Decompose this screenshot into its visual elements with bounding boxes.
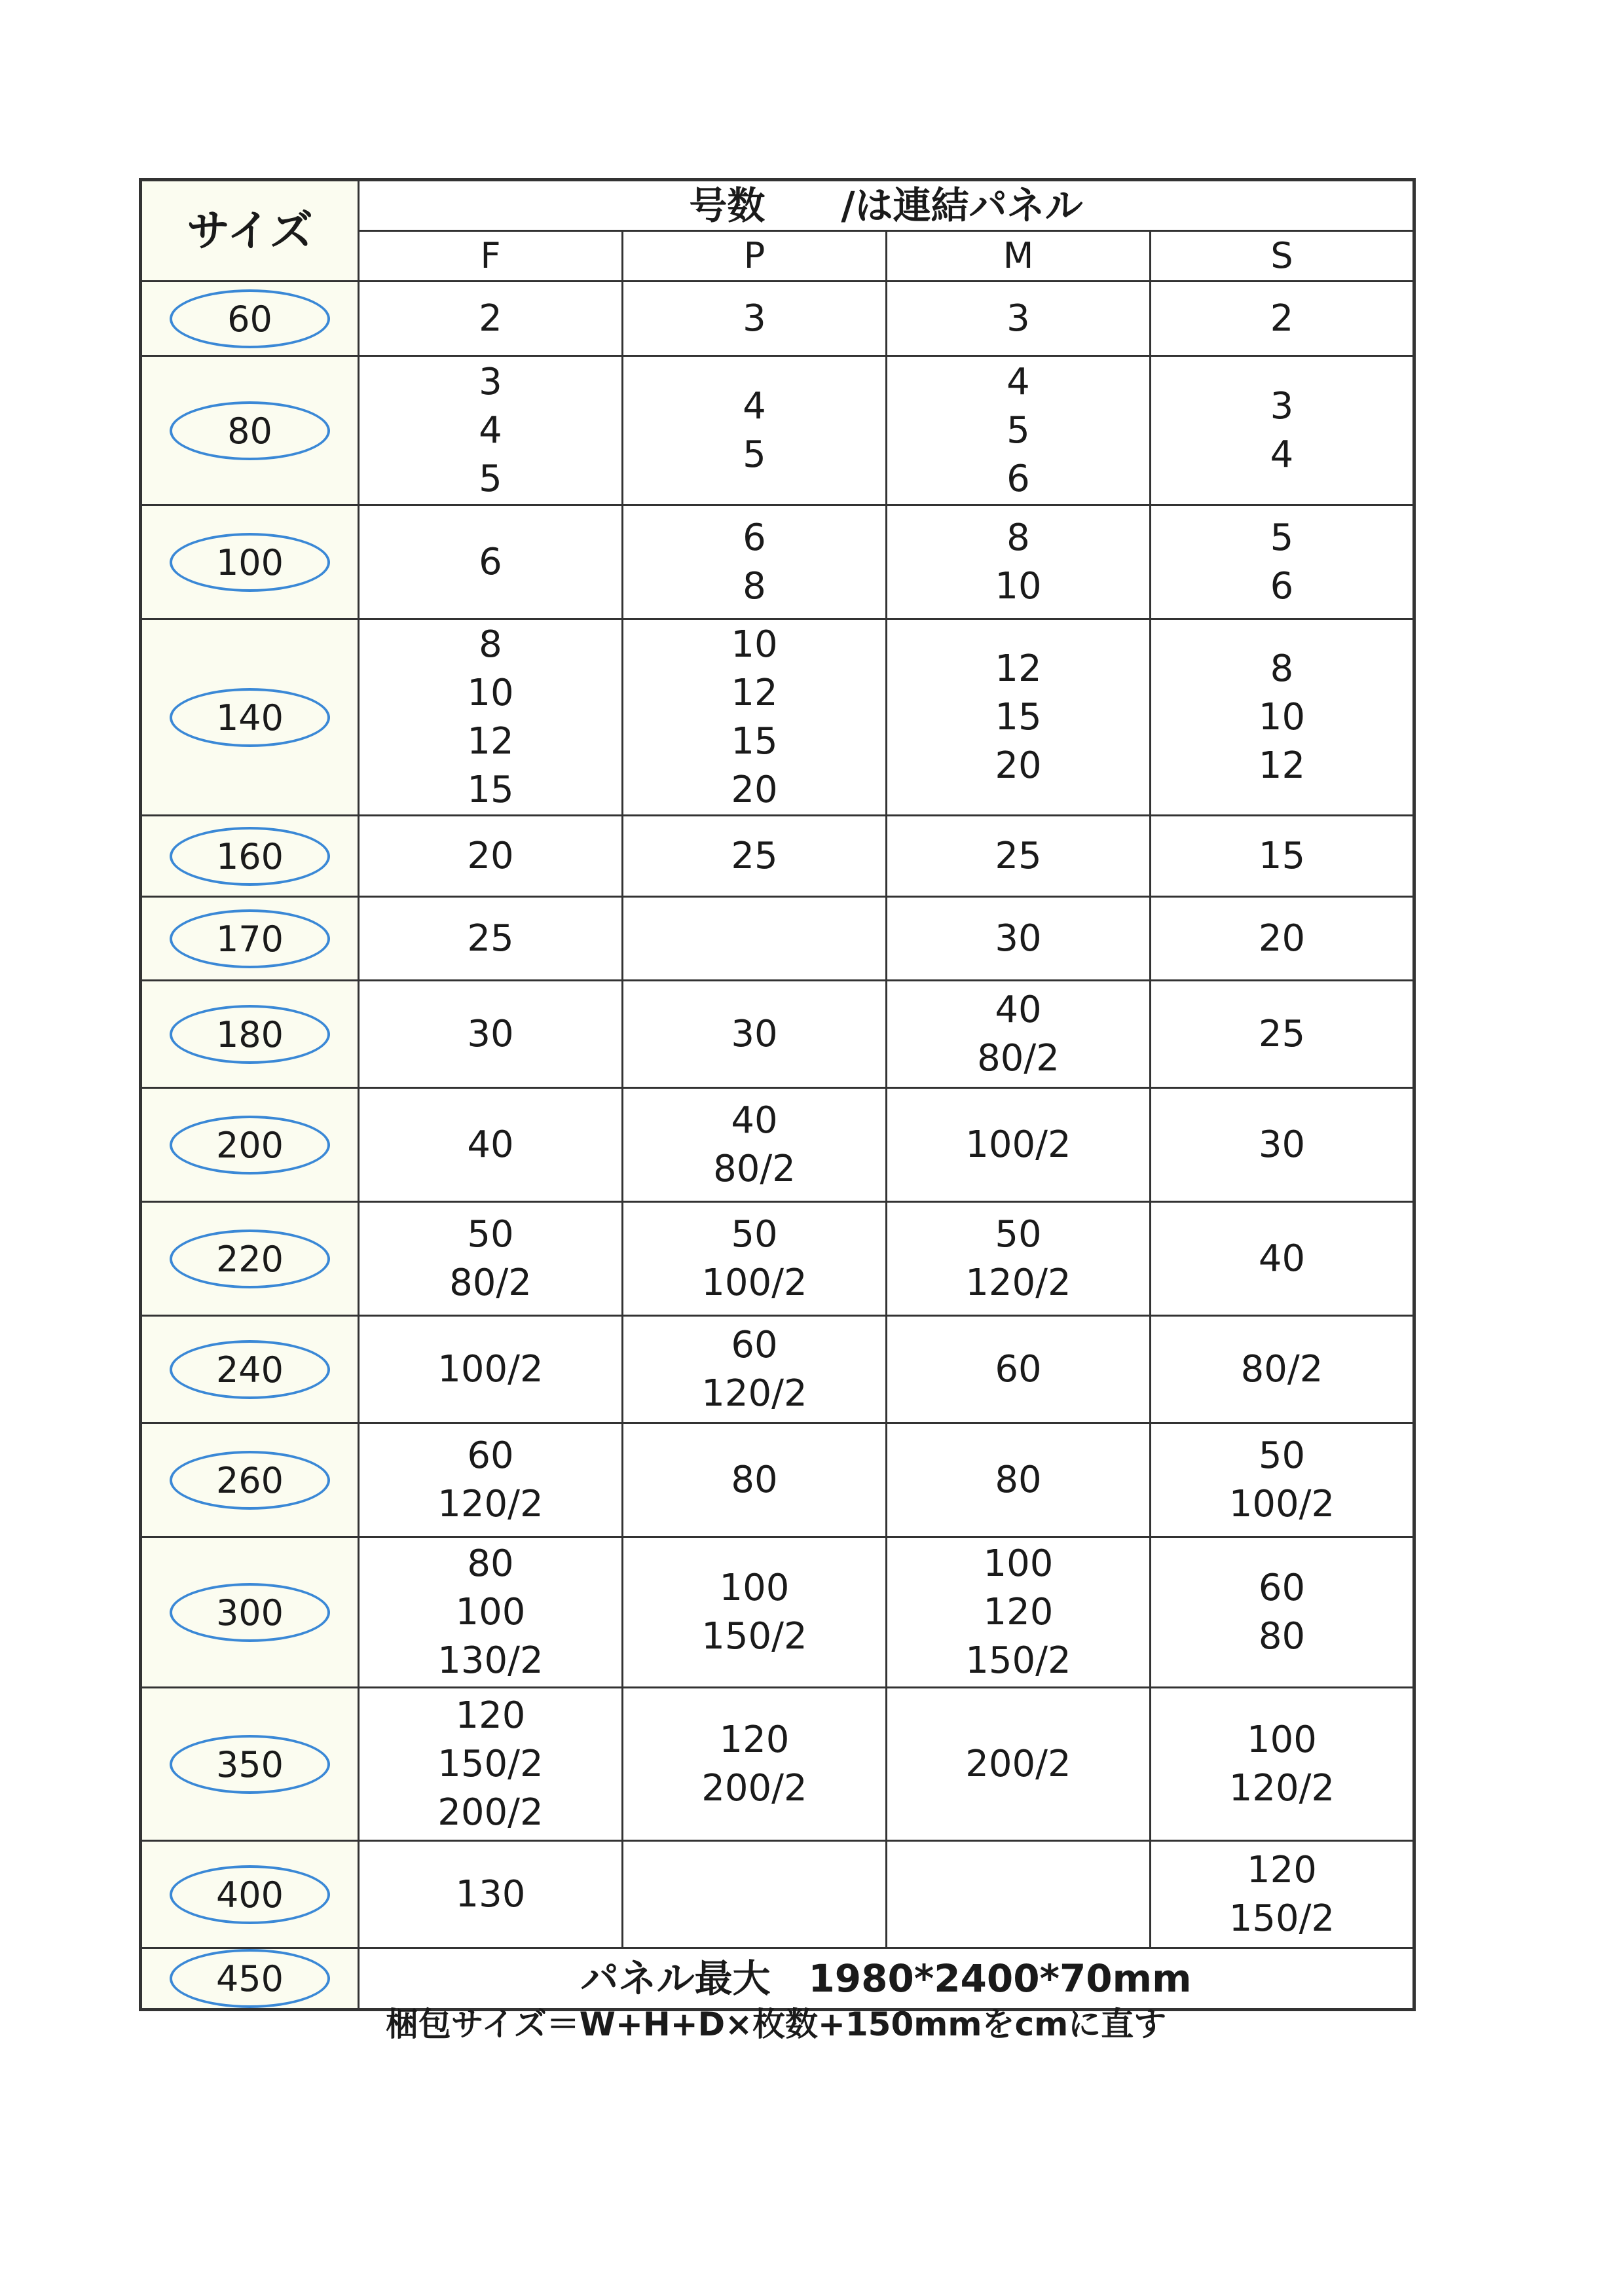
number-value: 120/2 — [1228, 1766, 1335, 1810]
number-cell — [1151, 1423, 1414, 1537]
number-cell — [359, 1088, 623, 1202]
table-row — [141, 981, 1414, 1088]
number-value: 25 — [731, 834, 778, 877]
number-value: 120/2 — [701, 1372, 807, 1415]
number-value: 20 — [731, 768, 778, 811]
number-value: 80/2 — [449, 1261, 532, 1304]
number-value: 150/2 — [1228, 1897, 1335, 1940]
size-table — [139, 178, 1416, 2011]
number-cell — [623, 816, 887, 897]
number-value: 40 — [995, 988, 1042, 1031]
size-cell — [141, 619, 359, 816]
number-value: 120 — [719, 1718, 790, 1761]
number-value: 60 — [467, 1434, 514, 1477]
number-value: 60 — [731, 1323, 778, 1366]
size-cell — [141, 981, 359, 1088]
number-value: 80 — [731, 1458, 778, 1501]
number-value: 30 — [467, 1012, 514, 1055]
size-oval: 260 — [170, 1451, 330, 1510]
panel-max-cell: パネル最大 1980*2400*70mm — [359, 1948, 1414, 2010]
number-cell — [1151, 1841, 1414, 1948]
number-cell — [359, 356, 623, 505]
number-cell — [359, 282, 623, 356]
number-value: 10 — [995, 564, 1042, 608]
number-value: 120/2 — [437, 1482, 544, 1525]
size-cell — [141, 1316, 359, 1423]
number-value: 12 — [1258, 744, 1306, 787]
size-cell — [141, 1841, 359, 1948]
table-row — [141, 356, 1414, 505]
number-cell — [887, 1202, 1151, 1316]
number-cell — [1151, 1316, 1414, 1423]
number-value: 40 — [467, 1123, 514, 1166]
number-cell — [1151, 282, 1414, 356]
table-row — [141, 1841, 1414, 1948]
number-value: 60 — [1258, 1566, 1306, 1609]
number-value: 100/2 — [701, 1261, 807, 1304]
size-cell — [141, 816, 359, 897]
number-value: 2 — [1270, 297, 1294, 340]
number-value: 6 — [1270, 564, 1294, 608]
number-value: 80 — [1258, 1614, 1306, 1658]
number-value: 150/2 — [701, 1614, 807, 1658]
number-cell — [887, 619, 1151, 816]
number-cell — [359, 1316, 623, 1423]
size-cell — [141, 1423, 359, 1537]
size-oval: 400 — [170, 1865, 330, 1924]
size-oval: 160 — [170, 827, 330, 886]
table-row — [141, 1688, 1414, 1841]
table-row — [141, 1316, 1414, 1423]
number-value: 100 — [983, 1542, 1054, 1585]
number-value: 80/2 — [713, 1147, 796, 1190]
size-cell — [141, 1202, 359, 1316]
number-value: 20 — [1258, 917, 1306, 960]
number-value: 8 — [1006, 516, 1030, 559]
size-oval: 240 — [170, 1340, 330, 1399]
size-cell — [141, 356, 359, 505]
number-value: 100/2 — [1228, 1482, 1335, 1525]
number-cell — [623, 356, 887, 505]
number-cell — [1151, 1202, 1414, 1316]
number-value: 200/2 — [701, 1766, 807, 1810]
number-value: 5 — [479, 457, 502, 500]
number-cell — [887, 1423, 1151, 1537]
number-cell — [1151, 1088, 1414, 1202]
size-oval: 220 — [170, 1230, 330, 1288]
number-value: 25 — [1258, 1012, 1306, 1055]
number-cell — [887, 282, 1151, 356]
number-cell — [1151, 1688, 1414, 1841]
number-cell — [1151, 505, 1414, 619]
number-value: 10 — [467, 671, 514, 714]
number-value: 50 — [995, 1212, 1042, 1256]
number-value: 6 — [479, 540, 502, 583]
number-cell — [1151, 981, 1414, 1088]
column-header-f: F — [359, 231, 623, 282]
number-cell — [359, 619, 623, 816]
number-value: 100/2 — [965, 1123, 1071, 1166]
number-value: 80/2 — [1240, 1347, 1323, 1391]
table-row — [141, 816, 1414, 897]
number-cell — [623, 1202, 887, 1316]
packing-size-note: 梱包サイズ＝W+H+D×枚数+150mmをcmに直す — [385, 2005, 1167, 2043]
number-cell — [1151, 619, 1414, 816]
size-oval: 100 — [170, 533, 330, 592]
table-row — [141, 1537, 1414, 1688]
number-cell — [1151, 1537, 1414, 1688]
number-value: 8 — [743, 564, 766, 608]
table-row — [141, 897, 1414, 981]
number-cell — [887, 1537, 1151, 1688]
number-value: 30 — [1258, 1123, 1306, 1166]
number-cell — [887, 897, 1151, 981]
number-value: 200/2 — [965, 1742, 1071, 1785]
number-value: 100 — [1247, 1718, 1317, 1761]
number-value: 130/2 — [437, 1639, 544, 1682]
number-value: 50 — [731, 1212, 778, 1256]
number-cell — [623, 619, 887, 816]
number-value: 2 — [479, 297, 502, 340]
number-value: 130 — [455, 1872, 526, 1916]
number-value: 15 — [467, 768, 514, 811]
number-cell — [359, 1537, 623, 1688]
number-cell — [359, 505, 623, 619]
number-value: 50 — [467, 1212, 514, 1256]
number-cell — [623, 1688, 887, 1841]
size-oval: 140 — [170, 688, 330, 747]
size-cell — [141, 505, 359, 619]
number-cell — [623, 1088, 887, 1202]
table-row — [141, 1088, 1414, 1202]
number-value: 12 — [995, 647, 1042, 690]
size-oval: 180 — [170, 1005, 330, 1064]
size-cell — [141, 897, 359, 981]
number-value: 4 — [1270, 433, 1294, 476]
number-value: 100/2 — [437, 1347, 544, 1391]
number-value: 120 — [1247, 1848, 1317, 1891]
number-value: 120 — [983, 1590, 1054, 1633]
number-value: 40 — [1258, 1237, 1306, 1280]
number-cell — [623, 1537, 887, 1688]
number-cell — [887, 981, 1151, 1088]
number-value: 150/2 — [965, 1639, 1071, 1682]
number-cell — [359, 1423, 623, 1537]
number-value: 20 — [467, 834, 514, 877]
number-value: 5 — [1270, 516, 1294, 559]
number-cell — [887, 1841, 1151, 1948]
number-cell — [359, 816, 623, 897]
table-row — [141, 505, 1414, 619]
number-value: 60 — [995, 1347, 1042, 1391]
number-cell — [1151, 897, 1414, 981]
number-cell — [1151, 816, 1414, 897]
number-value: 4 — [743, 384, 766, 428]
number-cell — [623, 505, 887, 619]
number-cell — [623, 1841, 887, 1948]
number-value: 120 — [455, 1694, 526, 1737]
number-value: 120/2 — [965, 1261, 1071, 1304]
size-oval: 300 — [170, 1583, 330, 1642]
number-cell — [623, 897, 887, 981]
table-row — [141, 282, 1414, 356]
number-value: 8 — [479, 623, 502, 666]
number-value: 30 — [731, 1012, 778, 1055]
number-value: 5 — [743, 433, 766, 476]
number-value: 3 — [1270, 384, 1294, 428]
size-cell — [141, 1537, 359, 1688]
number-cell — [887, 1688, 1151, 1841]
number-cell — [1151, 356, 1414, 505]
number-value: 80 — [995, 1458, 1042, 1501]
column-header-s: S — [1151, 231, 1414, 282]
size-oval: 80 — [170, 401, 330, 460]
number-value: 100 — [455, 1590, 526, 1633]
size-oval: 60 — [170, 289, 330, 348]
size-oval: 170 — [170, 909, 330, 968]
number-cell — [359, 1688, 623, 1841]
number-cell — [887, 1088, 1151, 1202]
number-value: 30 — [995, 917, 1042, 960]
number-value: 4 — [1006, 360, 1030, 403]
number-value: 8 — [1270, 647, 1294, 690]
size-cell — [141, 1088, 359, 1202]
number-value: 20 — [995, 744, 1042, 787]
number-cell — [887, 356, 1151, 505]
number-value: 3 — [479, 360, 502, 403]
number-value: 15 — [731, 720, 778, 763]
number-cell — [359, 897, 623, 981]
number-cell — [887, 1316, 1151, 1423]
column-header-m: M — [887, 231, 1151, 282]
number-value: 25 — [995, 834, 1042, 877]
size-oval: 200 — [170, 1116, 330, 1175]
table-row — [141, 1202, 1414, 1316]
number-value: 150/2 — [437, 1742, 544, 1785]
number-header: 号数 /は連結パネル — [359, 180, 1414, 231]
size-cell — [141, 282, 359, 356]
number-cell — [887, 505, 1151, 619]
number-value: 12 — [467, 720, 514, 763]
number-value: 25 — [467, 917, 514, 960]
table-row — [141, 619, 1414, 816]
number-cell — [359, 1202, 623, 1316]
number-cell — [623, 282, 887, 356]
number-cell — [623, 1316, 887, 1423]
number-value: 3 — [743, 297, 766, 340]
number-cell — [887, 816, 1151, 897]
number-cell — [623, 981, 887, 1088]
size-header: サイズ — [141, 180, 359, 282]
number-value: 6 — [743, 516, 766, 559]
number-value: 15 — [1258, 834, 1306, 877]
size-cell — [141, 1688, 359, 1841]
column-header-p: P — [623, 231, 887, 282]
number-value: 3 — [1006, 297, 1030, 340]
number-cell — [359, 1841, 623, 1948]
number-value: 15 — [995, 695, 1042, 738]
number-value: 10 — [1258, 695, 1306, 738]
number-value: 50 — [1258, 1434, 1306, 1477]
number-cell — [359, 981, 623, 1088]
number-value: 4 — [479, 409, 502, 452]
number-value: 80 — [467, 1542, 514, 1585]
number-value: 5 — [1006, 409, 1030, 452]
number-cell — [623, 1423, 887, 1537]
number-value: 10 — [731, 623, 778, 666]
number-value: 40 — [731, 1099, 778, 1142]
number-value: 6 — [1006, 457, 1030, 500]
table-row — [141, 1423, 1414, 1537]
number-value: 200/2 — [437, 1791, 544, 1834]
number-value: 100 — [719, 1566, 790, 1609]
number-value: 12 — [731, 671, 778, 714]
size-oval: 450 — [170, 1949, 330, 2008]
table-body — [141, 282, 1414, 1948]
number-value: 80/2 — [977, 1036, 1060, 1080]
size-oval: 350 — [170, 1735, 330, 1794]
